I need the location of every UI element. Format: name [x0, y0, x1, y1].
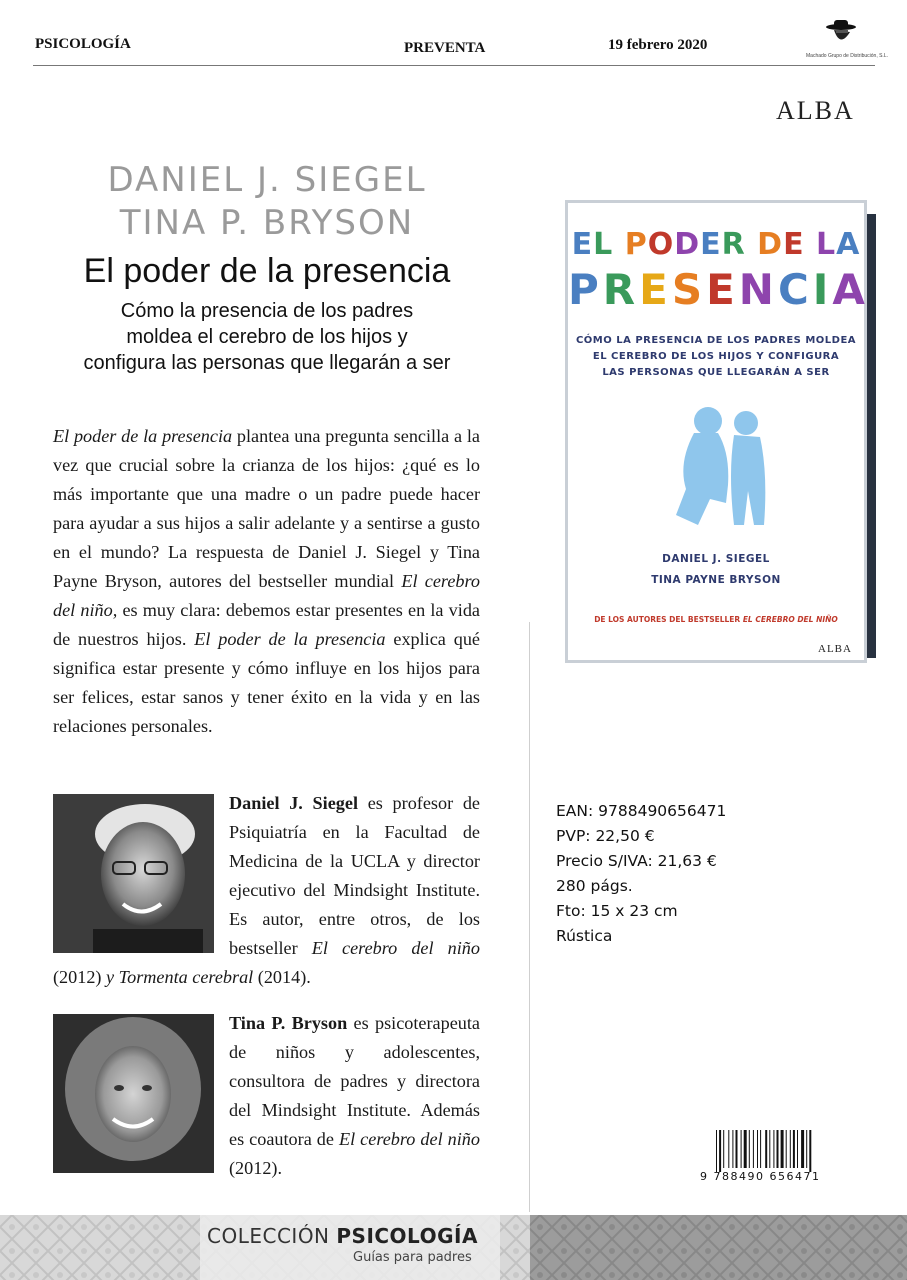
- bio-bryson-ref-1: El cerebro del niño: [339, 1129, 480, 1149]
- cover-letter: D: [757, 227, 784, 262]
- hat-figure-icon: [822, 18, 858, 52]
- cover-note-prefix: DE LOS AUTORES DEL BESTSELLER: [594, 615, 743, 624]
- synopsis-ref-3: El poder de la presencia: [194, 629, 386, 649]
- bio-bryson-text-2: (2012).: [229, 1158, 283, 1178]
- cover-letter: P: [624, 227, 648, 262]
- synopsis-text-3: explica qué significa estar presente y cómo influye en los hijos para ser felices, estar sanos y tener éxito en la vida y en las relaciones personales.: [53, 629, 480, 736]
- cover-subtitle-1: CÓMO LA PRESENCIA DE LOS PADRES MOLDEA: [575, 335, 857, 346]
- distributor-name: Machado Grupo de Distribución, S.L.: [806, 53, 888, 59]
- author-1: DANIEL J. SIEGEL: [107, 160, 427, 200]
- cover-letter: E: [700, 227, 722, 262]
- barcode-bar: [773, 1130, 774, 1168]
- barcode-bar: [716, 1130, 717, 1172]
- book-cover: [565, 200, 867, 663]
- bio-bryson: [229, 1009, 480, 1183]
- book-title: El poder de la presencia: [83, 252, 451, 290]
- barcode-bar: [793, 1130, 795, 1168]
- bio-bryson-name: Tina P. Bryson: [229, 1013, 348, 1033]
- cover-author-2: TINA PAYNE BRYSON: [651, 574, 781, 586]
- bio-bryson-text-1: es psicoterapeuta de niños y adolescentes, consultora de padres y directora del Mindsight Institute. Además es coautora de: [229, 1013, 481, 1149]
- collection-prefix: COLECCIÓN: [207, 1224, 337, 1248]
- barcode-bar: [781, 1130, 784, 1168]
- cover-letter: A: [832, 265, 869, 314]
- date-label: 19 febrero 2020: [608, 37, 708, 53]
- barcode-bar: [757, 1130, 758, 1168]
- cover-letter: L: [816, 227, 837, 262]
- collection-tagline: Guías para padres: [353, 1250, 472, 1265]
- barcode-bar: [760, 1130, 761, 1168]
- barcode-bar: [806, 1130, 807, 1168]
- bio-siegel-text-3: (2014).: [253, 967, 311, 987]
- book-info: [556, 799, 726, 949]
- cover-letter: P: [568, 265, 603, 314]
- cover-letter: [746, 227, 757, 262]
- cover-letter: [805, 227, 816, 262]
- barcode-number: 9 788490 656471: [700, 1170, 821, 1183]
- cover-note-title: EL CEREBRO DEL NIÑO: [742, 615, 838, 624]
- collection-name: PSICOLOGÍA: [336, 1224, 478, 1248]
- status-label: PREVENTA: [404, 40, 486, 56]
- header-divider: [33, 65, 875, 66]
- cover-author-1: DANIEL J. SIEGEL: [662, 553, 770, 565]
- bio-siegel-ref-1: El cerebro del niño: [311, 938, 480, 958]
- info-format: Fto: 15 x 23 cm: [556, 902, 678, 920]
- info-binding: Rústica: [556, 927, 613, 945]
- bio-siegel-text-2: (2012): [53, 967, 107, 987]
- barcode-bar: [769, 1130, 770, 1168]
- barcode-bar: [741, 1130, 742, 1168]
- barcode-bar: [723, 1130, 724, 1168]
- barcode-bar: [790, 1130, 791, 1168]
- synopsis-text-1: plantea una pregunta sencilla a la vez que crucial sobre la crianza de los hijos: ¿qué es lo más importante que una madre o un padre puede hacer para ayudar a sus hijos a salir adelante y a sentirse a gusto en el mundo? La respuesta de Daniel J. Siegel y Tina Payne Bryson, autores del bestseller mundial: [53, 426, 480, 591]
- barcode: [714, 1130, 838, 1172]
- cover-publisher: ALBA: [818, 643, 852, 655]
- photo-float-spacer: [53, 789, 229, 963]
- bio-siegel-name: Daniel J. Siegel: [229, 793, 359, 813]
- barcode-bar: [753, 1130, 754, 1168]
- parent-child-figure-icon: [668, 403, 778, 533]
- subtitle-line-2: moldea el cerebro de los hijos y: [126, 326, 408, 348]
- barcode-bar: [749, 1130, 750, 1168]
- cover-letter: R: [721, 227, 746, 262]
- bio-siegel-ref-2: y Tormenta cerebral: [106, 967, 254, 987]
- subtitle-line-3: configura las personas que llegarán a ser: [83, 352, 451, 374]
- info-price-no-vat: Precio S/IVA: 21,63 €: [556, 852, 717, 870]
- info-pages: 280 págs.: [556, 877, 633, 895]
- cover-letter: E: [639, 265, 672, 314]
- barcode-bar: [809, 1130, 811, 1172]
- barcode-bar: [765, 1130, 767, 1168]
- cover-subtitle-3: LAS PERSONAS QUE LLEGARÁN A SER: [602, 367, 830, 378]
- synopsis-title-ref: El poder de la presencia: [53, 426, 233, 446]
- info-pvp: PVP: 22,50 €: [556, 827, 655, 845]
- cover-letter: O: [647, 227, 675, 262]
- collection-title: [207, 1224, 478, 1248]
- author-photo-bryson: [53, 1014, 214, 1173]
- cover-letter: D: [674, 227, 701, 262]
- cover-subtitle-2: EL CEREBRO DE LOS HIJOS Y CONFIGURA: [592, 351, 840, 362]
- publisher-logo: ALBA: [776, 96, 855, 125]
- synopsis: [53, 422, 480, 741]
- cover-letter: [613, 227, 624, 262]
- info-ean: EAN: 9788490656471: [556, 802, 727, 820]
- cover-letter: N: [738, 265, 778, 314]
- category-label: PSICOLOGÍA: [35, 36, 131, 52]
- cover-letter: A: [836, 227, 861, 262]
- cover-title-line-1: [568, 227, 864, 262]
- cover-title-line-2: [568, 265, 869, 314]
- cover-letter: R: [602, 265, 640, 314]
- barcode-bar: [732, 1130, 733, 1168]
- synopsis-text-2: es muy clara: debemos estar presentes en la vida de nuestros hijos.: [53, 600, 480, 649]
- cover-letter: C: [777, 265, 813, 314]
- bio-siegel-text-1: es profesor de Psiquiatría en la Facultad de Medicina de la UCLA y director ejecutivo del Mindsight Institute. Es autor, entre otros, de los bestseller: [229, 793, 481, 958]
- column-divider: [529, 622, 530, 1212]
- barcode-bar: [736, 1130, 738, 1168]
- barcode-bar: [777, 1130, 779, 1168]
- barcode-bar: [744, 1130, 747, 1168]
- cover-letter: I: [812, 265, 833, 314]
- barcode-bar: [719, 1130, 721, 1172]
- barcode-bar: [801, 1130, 804, 1168]
- synopsis-ref-2: El cerebro del niño,: [53, 571, 480, 620]
- cover-letter: L: [593, 227, 614, 262]
- bio-siegel: [53, 789, 480, 992]
- cover-note: [568, 615, 864, 624]
- distributor-logo: [822, 18, 858, 52]
- cover-letter: E: [706, 265, 739, 314]
- author-2: TINA P. BRYSON: [119, 203, 415, 243]
- cover-letter: E: [571, 227, 594, 262]
- barcode-bar: [728, 1130, 729, 1168]
- cover-letter: E: [783, 227, 805, 262]
- cover-letter: S: [671, 265, 707, 314]
- barcode-bar: [786, 1130, 787, 1168]
- barcode-bar: [797, 1130, 798, 1168]
- subtitle-line-1: Cómo la presencia de los padres: [120, 300, 414, 322]
